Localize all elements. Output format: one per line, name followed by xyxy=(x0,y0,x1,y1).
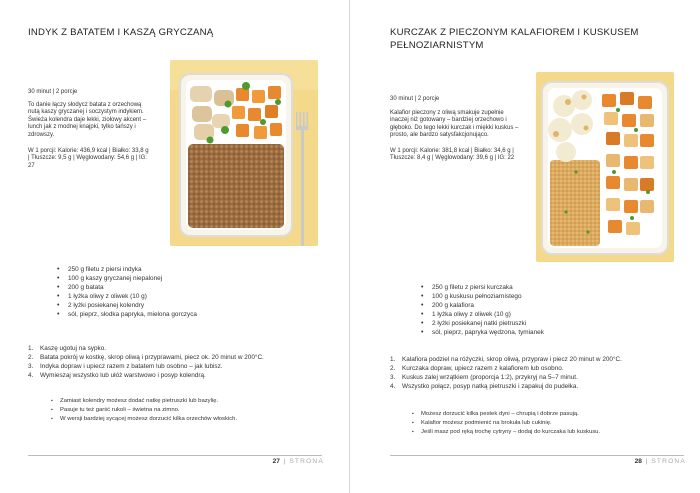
step-item xyxy=(28,354,264,363)
step-item xyxy=(28,372,264,381)
nutrition-line: W 1 porcji: Kalorie: 436,9 kcal | Białko: 33,8 g xyxy=(28,148,149,154)
nutrition-line: | Tłuszcze: 9,5 g | Węglowodany: 54,6 g | IG: xyxy=(28,155,147,162)
step-text: Kaszę ugotuj na sypko. xyxy=(40,345,107,352)
tip-item: ▪ Kalafior możesz podmienić na brokuła lub cukinię. xyxy=(410,419,600,428)
description-line: prosto, ale bardzo satysfakcjonująco. xyxy=(390,132,489,139)
recipe-description xyxy=(28,102,146,139)
step-number: 3. xyxy=(28,362,34,370)
tips-list xyxy=(49,397,237,424)
nutrition-line: W 1 porcji: Kalorie: 381,8 kcal | Białko: 34,6 g | xyxy=(390,148,514,154)
recipe-photo-turkey xyxy=(170,60,318,246)
step-number: 4. xyxy=(390,382,396,390)
step-text: Indyka dopraw i upiecz razem z batatem lub osobno – jak lubisz. xyxy=(40,362,223,370)
step-item xyxy=(390,356,622,365)
page-footer xyxy=(635,458,686,465)
footer-divider xyxy=(390,455,684,456)
step-text: Batata pokrój w kostkę, skrop oliwą i przyprawami, piecz ok. 20 minut w 200°C. xyxy=(40,353,264,361)
ingredient-item: • 1 łyżka oliwy z oliwek (10 g) xyxy=(56,293,197,302)
recipe-photo-chicken xyxy=(536,72,674,262)
description-line: To danie łączy słodycz batata z orzechową xyxy=(28,102,142,108)
step-number: 4. xyxy=(28,371,34,379)
steps-list xyxy=(390,356,622,392)
description-line: nutą kaszy gryczanej i soczystym indykiem. xyxy=(28,109,144,116)
recipe-meta: 30 minut | 2 porcje xyxy=(28,89,78,95)
right-page xyxy=(350,0,700,493)
tip-item: ▪ Jeśli masz pod ręką trochę cytryny – dodaj do kurczaka lub kuskusu. xyxy=(410,428,600,437)
title-line: KURCZAK Z PIECZONYM KALAFIOREM I KUSKUSEM xyxy=(390,27,639,38)
tip-item: ▪ Możesz dorzucić kilka pestek dyni – chrupią i dobrze pasują. xyxy=(410,410,600,419)
step-number: 2. xyxy=(390,364,396,372)
ingredient-item: • 200 g kalafiora xyxy=(420,302,544,311)
ingredient-item: • 100 g kuskusu pełnoziarnistego xyxy=(420,293,544,302)
footer-label: STRONA xyxy=(651,458,686,465)
step-item xyxy=(390,383,622,392)
ingredients-list xyxy=(420,284,544,337)
step-item xyxy=(390,365,622,374)
step-item xyxy=(28,345,264,354)
step-number: 2. xyxy=(28,353,34,361)
page-number: 28 xyxy=(634,458,642,465)
recipe-meta: 30 minut | 2 porcje xyxy=(390,96,440,102)
nutrition-line: Tłuszcze: 8,4 g | Węglowodany: 39,6 g | IG: 22 xyxy=(390,155,515,162)
tip-item: ▪ Zamiast kolendry możesz dodać natkę pietruszki lub bazylię. xyxy=(49,397,237,406)
step-item xyxy=(390,374,622,383)
footer-label: STRONA xyxy=(289,458,324,465)
recipe-title: INDYK Z BATATEM I KASZĄ GRYCZANĄ xyxy=(28,27,214,38)
steps-list xyxy=(28,345,264,381)
step-number: 3. xyxy=(390,373,396,381)
step-text: Wymieszaj wszystko lub ułóż warstwowo i posyp kolendrą. xyxy=(40,371,206,379)
ingredient-item: • 100 g kaszy gryczanej niepalonej xyxy=(56,275,197,284)
ingredient-item: • 2 łyżki posiekanej kolendry xyxy=(56,302,197,311)
description-line: zdrowszy. xyxy=(28,131,55,138)
ingredient-item: • sól, pieprz, papryka wędzona, tymianek xyxy=(420,329,544,338)
description-line: inaczej niż gotowany – bardziej orzechowo i xyxy=(390,117,507,124)
nutrition-info xyxy=(390,148,514,163)
tip-item: ▪ Pasuje tu też garść rukoli – świetna na zimno. xyxy=(49,406,237,415)
step-item xyxy=(28,363,264,372)
tip-item: ▪ W wersji bardziej sycącej możesz dorzucić kilka orzechów włoskich. xyxy=(49,415,237,424)
page-number: 27 xyxy=(272,458,280,465)
ingredients-list xyxy=(56,266,197,319)
ingredient-item: • 2 łyżki posiekanej natki pietruszki xyxy=(420,320,544,329)
tips-list xyxy=(410,410,600,437)
step-text: Kurczaka dopraw, upiecz razem z kalafiorem lub osobno. xyxy=(402,364,564,372)
description-line: lunch jak z modnej knajpki, tylko tańszy i xyxy=(28,124,136,131)
ingredient-item: • sól, pieprz, słodka papryka, mielona gorczyca xyxy=(56,311,197,320)
footer-divider xyxy=(28,455,322,456)
step-number: 1. xyxy=(390,356,396,363)
page-footer xyxy=(273,458,324,465)
footer-separator: | xyxy=(645,458,648,465)
ingredient-item: • 250 g filetu z piersi indyka xyxy=(56,266,197,275)
step-text: Kuskus zalej wrzątkiem (proporcja 1:2), przykryj na 5–7 minut. xyxy=(402,373,578,381)
description-line: głęboko. Do tego lekki kurczak i miękki kuskus – xyxy=(390,124,519,131)
description-line: Kalafior pieczony z oliwą smakuje zupełnie xyxy=(390,110,504,116)
ingredient-item: • 1 łyżka oliwy z oliwek (10 g) xyxy=(420,311,544,320)
step-number: 1. xyxy=(28,345,34,352)
ingredient-item: • 200 g batata xyxy=(56,284,197,293)
title-line: PEŁNOZIARNISTYM xyxy=(390,40,484,51)
step-text: Kalafiora podziel na różyczki, skrop oliwą, przypraw i piecz 20 minut w 200°C. xyxy=(402,356,622,363)
step-text: Wszystko połącz, posyp natką pietruszki i zapakuj do pudełka. xyxy=(402,382,579,390)
nutrition-info xyxy=(28,148,149,170)
recipe-title xyxy=(390,26,639,52)
ingredient-item: • 250 g filetu z piersi kurczaka xyxy=(420,284,544,293)
nutrition-line: 27 xyxy=(28,162,35,169)
description-line: Świeża kolendra daje lekki, ziołowy akcent – xyxy=(28,116,147,123)
recipe-description xyxy=(390,110,518,140)
footer-separator: | xyxy=(283,458,286,465)
